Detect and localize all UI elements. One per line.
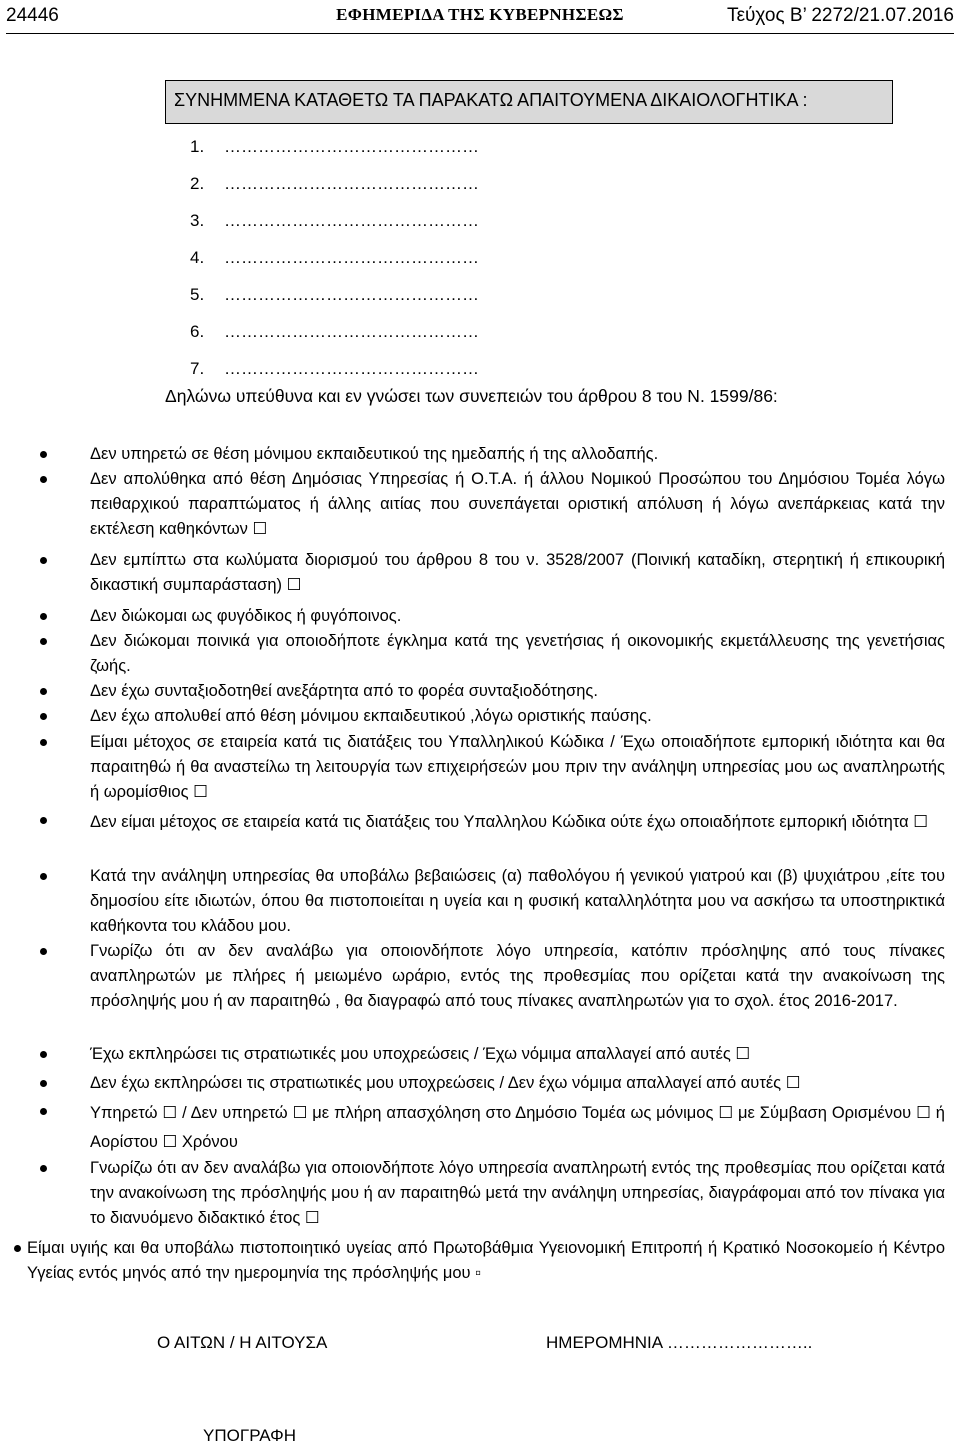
bullet-icon (40, 873, 47, 880)
bullet-icon (40, 451, 47, 458)
bullet-icon (40, 1108, 47, 1115)
header-divider (6, 33, 954, 34)
list-item-number: 1. (190, 137, 205, 156)
declaration-item: Δεν απολύθηκα από θέση Δημόσιας Υπηρεσίας ή Ο.Τ.Α. ή άλλου Νομικού Προσώπου του Δημόσιου Τομέα λόγω πειθαρχικού παραπτώματος ή άλλης αιτίας που συνεπάγεται οριστική απόλυση ή λόγω ανεπάρκειας κατά την εκτέλεση καθηκόντων ☐ (90, 467, 945, 542)
bullet-icon (40, 1051, 47, 1058)
bullet-icon (40, 1080, 47, 1087)
declaration-item: Δεν υπηρετώ σε θέση μόνιμου εκπαιδευτικού της ημεδαπής ή της αλλοδαπής. (90, 442, 945, 467)
declaration-item: Δεν έχω εκπληρώσει τις στρατιωτικές μου υποχρεώσεις / Δεν έχω νόμιμα απαλλαγεί από αυτές ☐ (90, 1071, 945, 1096)
date-field[interactable]: ΗΜΕΡΟΜΗΝΙΑ …………………….. (546, 1333, 813, 1352)
issue-number: Τεύχος Β’ 2272/21.07.2016 (727, 5, 954, 26)
list-item (190, 128, 479, 165)
declaration-item: Έχω εκπληρώσει τις στρατιωτικές μου υποχρεώσεις / Έχω νόμιμα απαλλαγεί από αυτές ☐ (90, 1042, 945, 1067)
declaration-item: Δεν έχω συνταξιοδοτηθεί ανεξάρτητα από το φορέα συνταξιοδότησης. (90, 679, 945, 704)
fill-in-line[interactable]: ……………………………………… (224, 211, 479, 230)
list-item-number: 2. (190, 174, 205, 193)
attachments-list (190, 128, 479, 387)
list-item-number: 4. (190, 248, 205, 267)
bullet-icon (40, 688, 47, 695)
fill-in-line[interactable]: ……………………………………… (224, 322, 479, 341)
declaration-item: Υπηρετώ ☐ / Δεν υπηρετώ ☐ με πλήρη απασχόληση στο Δημόσιο Τομέα ως μόνιμος ☐ με Σύμβαση Ορισμένου ☐ ή Αορίστου ☐ Χρόνου (90, 1099, 945, 1157)
list-item-number: 5. (190, 285, 205, 304)
signature-label: ΥΠΟΓΡΑΦΗ (203, 1426, 296, 1445)
fill-in-line[interactable]: ……………………………………… (224, 174, 479, 193)
gazette-title: ΕΦΗΜΕΡΙΔΑ ΤΗΣ ΚΥΒΕΡΝΗΣΕΩΣ (336, 5, 624, 24)
fill-in-line[interactable]: ……………………………………… (224, 359, 479, 378)
list-item-number: 6. (190, 322, 205, 341)
declaration-item: Δεν διώκομαι ποινικά για οποιοδήποτε έγκλημα κατά της γενετήσιας ή οικονομικής εκμετάλλευσης της γενετήσιας ζωής. (90, 629, 945, 679)
applicant-label: Ο ΑΙΤΩΝ / Η ΑΙΤΟΥΣΑ (157, 1333, 328, 1352)
declaration-item: Είμαι υγιής και θα υποβάλω πιστοποιητικό υγείας από Πρωτοβάθμια Υγειονομική Επιτροπή ή Κρατικό Νοσοκομείο ή Κέντρο Υγείας εντός μηνός από την ημερομηνία της πρόσληψής μου ▫ (27, 1236, 945, 1286)
declaration-item: Δεν έχω απολυθεί από θέση μόνιμου εκπαιδευτικού ,λόγω οριστικής παύσης. (90, 704, 945, 729)
gazette-header (0, 0, 960, 36)
bullet-icon (40, 476, 47, 483)
bullet-icon (40, 1165, 47, 1172)
declaration-item: Γνωρίζω ότι αν δεν αναλάβω για οποιονδήποτε λόγο υπηρεσία αναπληρωτή εντός της προθεσμίας που ορίζεται κατά την ανακοίνωση της πρόσληψής μου ή αν παραιτηθώ μετά την ανάληψη υπηρεσίας, διαγράφομαι από τον πίνακα για το διανυόμενο διδακτικό έτος ☐ (90, 1156, 945, 1231)
declaration-item: Κατά την ανάληψη υπηρεσίας θα υποβάλω βεβαιώσεις (α) παθολόγου ή γενικού γιατρού και (β) ψυχιάτρου ,είτε του δημοσίου είτε ιδιωτών, όπου θα πιστοποιείται η υγεία και η φυσική καταλληλότητα μου να ασκήσω τα υποστηρικτικά καθήκοντα του κλάδου μου. (90, 864, 945, 939)
fill-in-line[interactable]: ……………………………………… (224, 248, 479, 267)
bullet-icon (40, 713, 47, 720)
bullet-icon (40, 948, 47, 955)
bullet-icon (40, 739, 47, 746)
declaration-item: Είμαι μέτοχος σε εταιρεία κατά τις διατάξεις του Υπαλληλικού Κώδικα / Έχω οποιαδήποτε εμπορική ιδιότητα και θα παραιτηθώ ή θα αναστείλω τη λειτουργία των επιχειρήσεών μου πριν την ανάληψη υπηρεσίας μου ως αναπληρωτής ή ωρομίσθιος ☐ (90, 730, 945, 805)
bullet-icon (14, 1245, 21, 1252)
bullet-icon (40, 638, 47, 645)
declaration-item: Δεν είμαι μέτοχος σε εταιρεία κατά τις διατάξεις του Υπαλληλου Κώδικα ούτε έχω οποιαδήποτε εμπορική ιδιότητα ☐ (90, 808, 945, 837)
list-item-number: 3. (190, 211, 205, 230)
declaration-item: Γνωρίζω ότι αν δεν αναλάβω για οποιονδήποτε λόγο υπηρεσία, κατόπιν πρόσληψης από τους πίνακες αναπληρωτών με πλήρες ή μειωμένο ωράριο, εντός της προθεσμίας που ορίζεται κατά την ανακοίνωση της πρόσληψής μου ή αν παραιτηθώ , θα διαγραφώ από τους πίνακες αναπληρωτών για το σχολ. έτος 2016-2017. (90, 939, 945, 1014)
bullet-icon (40, 817, 47, 824)
list-item (190, 276, 479, 313)
list-item (190, 313, 479, 350)
declaration-item: Δεν εμπίπτω στα κωλύματα διορισμού του άρθρου 8 του ν. 3528/2007 (Ποινική καταδίκη, στερητική ή επικουρική δικαστική συμπαράσταση) ☐ (90, 548, 945, 598)
declaration-intro: Δηλώνω υπεύθυνα και εν γνώσει των συνεπειών του άρθρου 8 του Ν. 1599/86: (165, 386, 778, 406)
attachments-title-box (165, 80, 893, 124)
declaration-item: Δεν διώκομαι ως φυγόδικος ή φυγόποινος. (90, 604, 945, 629)
list-item (190, 350, 479, 387)
list-item-number: 7. (190, 359, 205, 378)
list-item (190, 239, 479, 276)
bullet-icon (40, 557, 47, 564)
bullet-icon (40, 613, 47, 620)
list-item (190, 202, 479, 239)
attachments-title: ΣΥΝΗΜΜΕΝΑ ΚΑΤΑΘΕΤΩ ΤΑ ΠΑΡΑΚΑΤΩ ΑΠΑΙΤΟΥΜΕΝΑ ΔΙΚΑΙΟΛΟΓΗΤΙΚΑ : (174, 90, 808, 110)
fill-in-line[interactable]: ……………………………………… (224, 137, 479, 156)
page-number: 24446 (6, 5, 59, 26)
fill-in-line[interactable]: ……………………………………… (224, 285, 479, 304)
list-item (190, 165, 479, 202)
